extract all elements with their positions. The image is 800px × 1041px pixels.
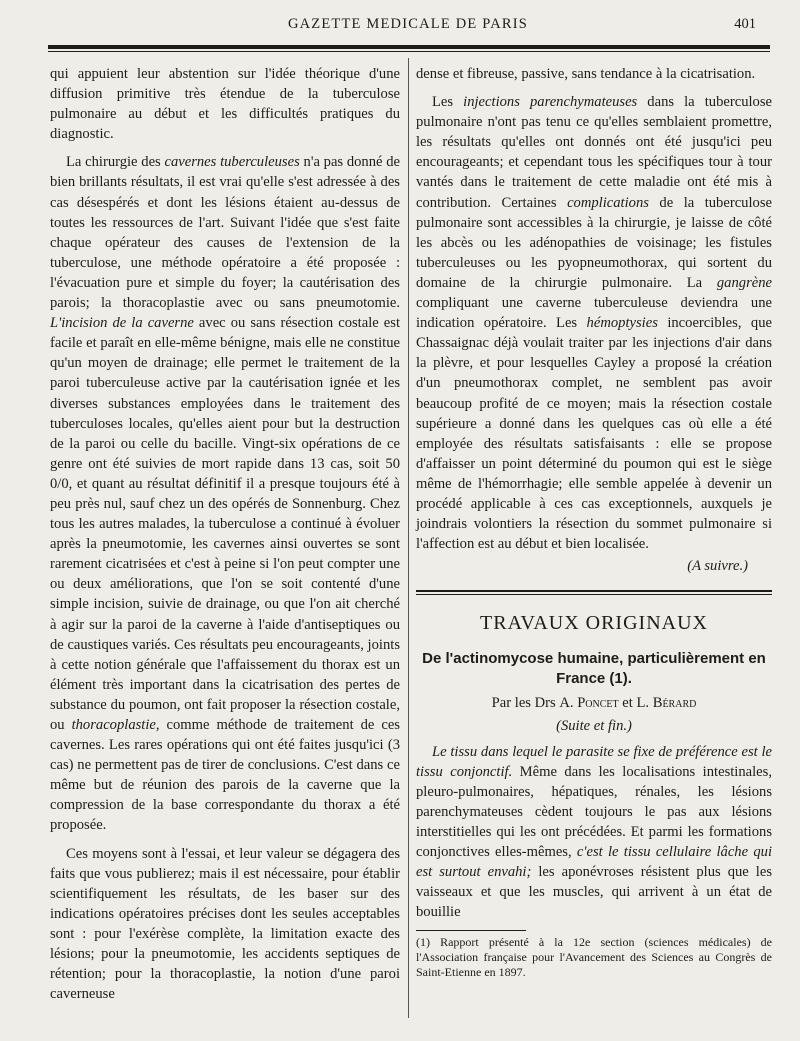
- left-column: [50, 64, 400, 1004]
- section-rule: [416, 590, 772, 595]
- footnote-rule: [416, 930, 526, 931]
- a-suivre: (A suivre.): [687, 558, 748, 575]
- article-title: De l'actinomycose humaine, particulièrement en France (1).: [422, 650, 766, 688]
- page-header: [48, 16, 768, 40]
- paragraph-injections: Les injections parenchymateuses dans la tuberculose pulmonaire n'ont pas tenu ce qu'elles semblaient promettre, les résultats qu'elles ont donnés ont été jusqu'ici peu encourageants; et cependant tous les spécifiques tour à tour vantés dans le traitement de cette maladie ont été mis à contribution. Certaines complications de la tuberculose pulmonaire sont accessibles à la chirurgie, je laisse de côté les abcès ou les adénopathies de voisinage; les fistules tuberculeuses ou les pyopneumothorax, qui sortent du domaine de la chirurgie pulmonaire. La gangrène compliquant une caverne tuberculeuse deviendra une indication opératoire. Les hémoptysies incoercibles, que Chassaignac déjà voulait traiter par les injections d'air dans la plèvre, et pour lesquelles Cayley a proposé la création d'un pneumothorax complet, ne semblent pas avoir beaucoup profité de ce moyen; mais la résection costale supérieure a donné dans les quelques cas où elle a été employée des résultats satisfaisants : elle se propose d'affaisser un point déterminé du poumon qui est le siège même de l'hémorrhagie; elle semble appelée à devenir un procédé applicable à ces cas exceptionnels, auxquels je joindrais volontiers la résection du sommet pulmonaire si l'affection est au début et bien localisée.: [416, 94, 772, 553]
- article-authors: Par les Drs A. Poncet et L. Bérard: [491, 695, 697, 712]
- article-subtitle: (Suite et fin.): [556, 717, 632, 734]
- paragraph-moyens: Ces moyens sont à l'essai, et leur valeur se dégagera des faits que vous publierez; mais il est nécessaire, pour établir scientifiquement les résultats, de les baser sur des indications opératoires précises dont les seules acceptables sont : pour l'exérèse complète, la limitation exacte des lésions; pour la pneumotomie, les accidents septiques de rétention; pour la thoracoplastie, la notion d'une paroi caverneuse: [50, 845, 400, 1003]
- paragraph-tissu: Le tissu dans lequel le parasite se fixe de préférence est le tissu conjonctif. Même dans les localisations intestinales, pleuro-pulmonaires, hépatiques, rénales, les lésions parenchymateuses cèdent toujours le pas aux lésions interstitielles qui les ont précédées. Et parmi les formations conjonctives elles-mêmes, c'est le tissu cellulaire lâche qui est surtout envahi; les aponévroses résistent plus que les vaisseaux et que les muscles, qui arrivent à un état de bouillie: [416, 743, 773, 921]
- page-number: 401: [734, 16, 756, 32]
- paragraph: qui appuient leur abstention sur l'idée théorique d'une diffusion primitive très étendue de la tuberculose pulmonaire au début et les difficultés pratiques du diagnostic.: [50, 66, 400, 143]
- paragraph: dense et fibreuse, passive, sans tendance à la cicatrisation.: [416, 66, 756, 82]
- column-divider: [408, 58, 409, 1018]
- section-title: TRAVAUX ORIGINAUX: [480, 612, 708, 635]
- paragraph-chirurgie: La chirurgie des cavernes tuberculeuses n'a pas donné de bien brillants résultats, il est vrai qu'elle s'est adressée à des cas désespérés et dont les lésions étaient au-dessus de toutes les ressources de l'art. Suivant l'idée que s'est faite chaque opérateur des causes de l'extension de la tuberculose, une méthode opératoire a été proposée : l'évacuation pure et simple du foyer; la cautérisation des parois; la thoracoplastie avec ou sans pneumotomie. L'incision de la caverne avec ou sans résection costale est facile et paraît en elle-même bénigne, mais elle ne constitue qu'un moyen de drainage; elle permet le traitement de la paroi tuberculeuse active par la cautérisation ignée et les diverses substances employées dans le traitement des tuberculoses locales, qu'elles aient pour but la destruction de la paroi ou celle du bacille. Vingt-six opérations de ce genre ont été suivies de mort rapide dans 13 cas, soit 50 0/0, et quant au résultat définitif il a presque toujours été à peu près nul, sauf chez un des opérés de Sonnenburg. Chez tous les autres malades, la tuberculose a continué à évoluer après la pneumotomie, les cavernes ainsi ouvertes se sont rarement cicatrisées et c'est à peine si l'on peut compter une ou deux améliorations, que l'on se soit contenté d'une simple incision, suivie de drainage, ou que l'on ait cherché à agir sur la paroi de la caverne à l'aide d'antiseptiques ou de caustiques variés. Ces résultats peu encourageants, joints à cette notion générale que l'affaissement du thorax est un élément très important dans la cicatrisation des pertes de substance du poumon, ont fait proposer la résection costale, ou thoracoplastie, comme méthode de traitement de ces cavernes. Les rares opérations qui ont été faites jusqu'ici (3 cas) ne permettent pas de tirer de conclusions. C'est dans ce même but de réunion des parois de la caverne que la compression de la base correspondante du thorax a été proposée.: [50, 154, 401, 834]
- journal-title: GAZETTE MEDICALE DE PARIS: [287, 16, 529, 32]
- header-rule: [48, 45, 770, 52]
- right-column: [416, 64, 772, 980]
- footnote: (1) Rapport présenté à la 12e section (sciences médicales) de l'Association française pour l'Avancement des Sciences au Congrès de Saint-Etienne en 1897.: [416, 935, 772, 980]
